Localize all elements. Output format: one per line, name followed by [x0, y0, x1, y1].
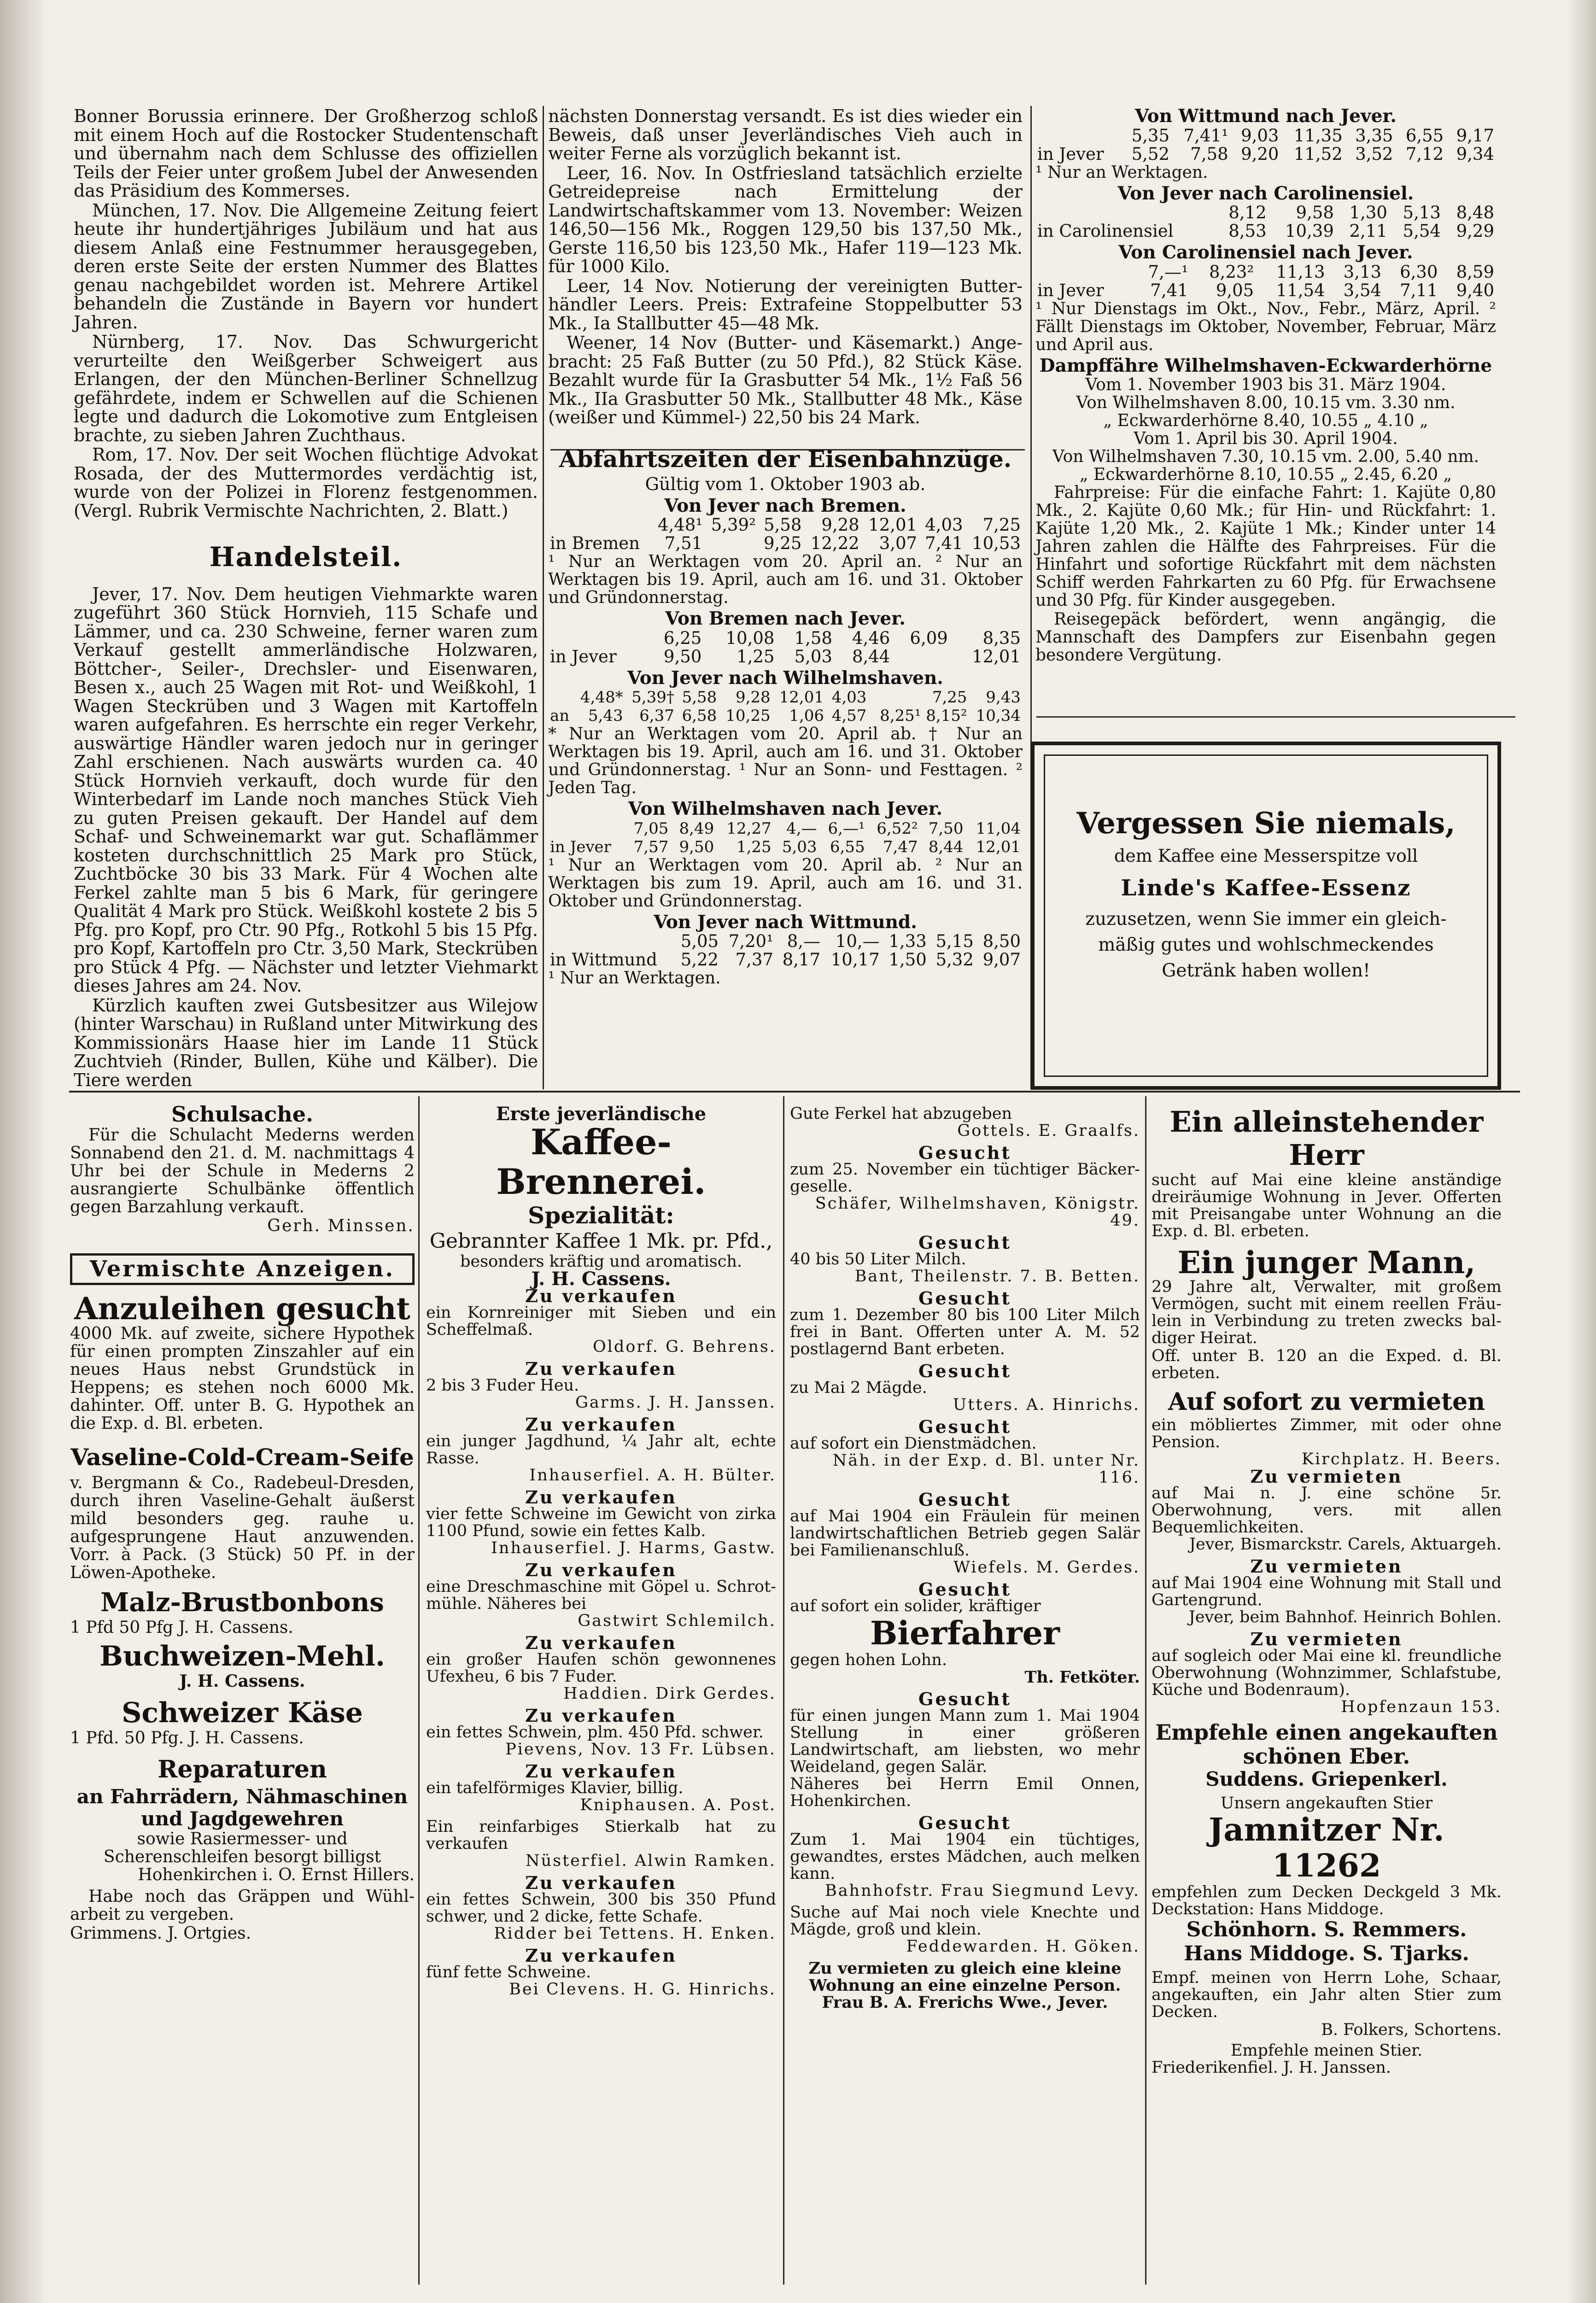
route-heading: Von Wilhelmshaven nach Jever.: [628, 798, 943, 819]
ad-title: Vaseline-Cold-Cream-Seife: [70, 1444, 414, 1471]
route-heading: Von Bremen nach Jever.: [665, 608, 906, 629]
ads-column-rule: [1145, 1096, 1146, 2285]
timetable-note: ¹ Nur an Werktagen.: [548, 969, 721, 988]
ferry-fares: Fahrpreise: Für die einfache Fahrt: 1. Kajüte 0,80 Mk., 2. Kajüte 0,60 Mk.; für Hin- und Rückfahrt: 1. Kajüte 1,20 Mk., 2. Kajüte 1 Mk.; Kinder unter 14 Jahren zahlen die Hälfte des Fahrpreises. Für die Hinfahrt und sofortige Rückfahrt mit dem nächsten Schiff werden Fahrkarten zu 60 Pfg. für Erwachsene und 30 Pfg. für Kinder ausgegeben.: [1035, 483, 1496, 610]
news-paragraph: Nürnberg, 17. Nov. Das Schwurgericht verurteilte den Weißgerber Schweigert aus Erlangen, der den München-Berliner Schnellzug gefährdete, indem er Schwellen auf die Schienen legte und dadurch die Lokomotive zum Entgleisen brachte, zu sieben Jahren Zuchthaus.: [74, 332, 538, 445]
news-paragraph: nächsten Donnerstag versandt. Es ist dies wieder ein Beweis, daß unser Jeverländisches Vieh auch in weiter Ferne als vorzüglich bekannt ist.: [548, 106, 1023, 164]
ad-signature: B. Folkers, Schortens.: [1321, 2021, 1502, 2039]
classified-ad: Zu vermieten zu gleich eine kleine Wohnung an eine einzelne Person. Frau B. A. Frerichs Wwe., Jever.: [808, 1959, 1122, 2012]
timetable: [548, 516, 1023, 553]
ferry-line: Vom 1. April bis 30. April 1904.: [1134, 429, 1398, 448]
ad-text: ein möbliertes Zimmer, mit oder ohne Pension.: [1152, 1416, 1502, 1451]
timetable: [548, 819, 1023, 856]
timetable: [548, 629, 1023, 666]
ad-title: Ein alleinstehender Herr: [1169, 1105, 1484, 1172]
ad-title: Buchweizen-Mehl.: [99, 1640, 385, 1672]
news-paragraph: Rom, 17. Nov. Der seit Wochen flüchtige Advokat Rosada, der des Muttermordes verdächtig ist, wurde von der Polizei in Florenz festgenommen. (Vergl. Rubrik Vermischte Nachrichten, 2. Blatt.): [74, 444, 538, 521]
ad-text: besonders kräftig und aromatisch.: [460, 1252, 742, 1271]
news-paragraph: Leer, 14 Nov. Notierung der vereinigten Butterhändler Leers. Preis: Extrafeine Stoppelbutter 53 Mk., Ia Stallbutter 45—48 Mk.: [548, 275, 1023, 333]
timetable-row: in Jever 7,57 9,50 1,25 5,03 6,55 7,47 8,44 12,01: [550, 837, 1021, 856]
page-binding-shadow: [0, 0, 44, 2303]
route-heading: Von Carolinensiel nach Jever.: [1118, 242, 1413, 263]
timetable-row: 6,25 10,08 1,58 4,46 6,09 8,35: [663, 628, 1021, 648]
timetable: [548, 932, 1023, 969]
classified-ad: Zu verkaufen ein fettes Schwein, plm. 450 Pfd. schwer. Pievens, Nov. 13 Fr. Lübsen.: [426, 1705, 776, 1759]
ad-text: an Fahrrädern, Nähmaschinen und Jagdgewehren: [76, 1785, 408, 1830]
ad-signature: Friederikenfiel. J. H. Janssen.: [1152, 2058, 1391, 2077]
classified-ad: Gesucht Zum 1. Mai 1904 ein tüchtiges, gewandtes, erstes Mädchen, auch melken kann. Bahnhofstr. Frau Siegmund Levy.: [790, 1812, 1140, 1900]
ad-signature: J. H. Cassens.: [179, 1672, 305, 1691]
ad-kicker: Erste jeverländische: [496, 1103, 707, 1125]
ad-product: Linde's Kaffee-Essenz: [1121, 875, 1411, 901]
news-paragraph: Leer, 16. Nov. In Ostfriesland tatsächlich erzielte Getreidepreise nach Ermittelung der Landwirtschaftskammer vom 13. November: Weizen 146,50—156 Mk., Roggen 129,50 bis 137,50 Mk., Gerste 116,50 bis 123,50 Mk., Hafer 119—123 Mk. für 1000 Kilo.: [548, 163, 1023, 276]
route-heading: Von Jever nach Wilhelmshaven.: [627, 667, 943, 689]
classified-ad: Zu verkaufen fünf fette Schweine. Bei Clevens. H. G. Hinrichs.: [426, 1945, 776, 1999]
ad-subtitle: Spezialität:: [528, 1202, 674, 1229]
route-heading: Von Jever nach Carolinensiel.: [1117, 182, 1414, 204]
timetable-row: in Jever 7,41 9,05 11,54 3,54 7,11 9,40: [1037, 280, 1494, 300]
ad-title: Empfehle einen angekauften schönen Eber.: [1155, 1720, 1498, 1769]
ads-column-4: [1152, 1105, 1502, 2076]
classified-ad: Zu vermieten auf Mai 1904 eine Wohnung mit Stall und Gartengrund. Jever, beim Bahnhof. Heinrich Bohlen.: [1152, 1556, 1502, 1626]
column-rule: [543, 106, 544, 1089]
classified-ad: Zu verkaufen ein fettes Schwein, 300 bis 350 Pfund schwer, und 2 dicke, fette Schafe. Ridder bei Tettens. H. Enken.: [426, 1872, 776, 1943]
ads-column-2: [426, 1105, 776, 2003]
classified-ad: Ein reinfarbiges Stierkalb hat zu verkaufen Nüsterfiel. Alwin Ramken.: [426, 1818, 776, 1870]
ad-title: Auf sofort zu vermieten: [1168, 1388, 1485, 1416]
ad-text: Empfehle meinen Stier.: [1230, 2041, 1423, 2060]
classified-ad: Zu verkaufen vier fette Schweine im Gewicht von zirka 1100 Pfund, sowie ein fettes Kalb. Inhauserfiel. J. Harms, Gastw.: [426, 1487, 776, 1557]
ad-title: Schulsache.: [171, 1102, 314, 1127]
news-column-2: [548, 107, 1023, 987]
ad-text: zuzusetzen, wenn Sie immer ein gleichmäßig gutes und wohlschmeckendes Getränk haben wollen!: [1085, 909, 1447, 981]
ad-text: sucht auf Mai eine kleine anständige dreiräumige Wohnung in Jever. Offerten mit Preisangabe unter Wohnung an die Exp. d. Bl. erbeten.: [1152, 1171, 1502, 1240]
ad-text: Für die Schulacht Mederns werden Sonnabend den 21. d. M. nachmittags 4 Uhr bei der Schule in Mederns 2 ausrangierte Schulbänke öffentlich gegen Barzahlung verkauft.: [70, 1126, 415, 1216]
timetable-row: 7,—¹ 8,23² 11,13 3,13 6,30 8,59: [1148, 262, 1494, 282]
route-heading: Von Jever nach Bremen.: [664, 495, 906, 516]
route-heading: Von Jever nach Wittmund.: [654, 911, 917, 933]
ferry-line: „ Eckwarderhörne 8.40, 10.55 „ 4.10 „: [1103, 411, 1428, 430]
classified-ad: Zu vermieten auf Mai n. J. eine schöne 5r. Oberwohnung, vers. mit allen Bequemlichkeiten. Jever, Bismarckstr. Carels, Aktuargeh.: [1152, 1466, 1502, 1554]
ad-title: Reparaturen: [158, 1755, 327, 1783]
ad-text: Habe noch das Gräppen und Wühlarbeit zu vergeben.: [70, 1887, 415, 1924]
timetable: [1035, 127, 1496, 164]
timetable-row: 7,05 8,49 12,27 4,— 6,—¹ 6,52² 7,50 11,04: [633, 819, 1021, 838]
classified-ad: Gesucht auf sofort ein Dienstmädchen. Näh. in der Exp. d. Bl. unter Nr. 116.: [790, 1416, 1140, 1487]
timetable-row: in Jever 9,50 1,25 5,03 8,44 12,01: [550, 646, 1021, 666]
ads-column-rule: [783, 1096, 784, 2285]
timetable-note: ¹ Nur Dienstags im Okt., Nov., Febr., März, April. ² Fällt Dienstags im Oktober, November, Februar, März und April aus.: [1035, 299, 1496, 354]
timetable: [548, 688, 1023, 725]
ad-title: Malz-Brustbonbons: [100, 1587, 384, 1618]
classified-ad: Gesucht zu Mai 2 Mägde. Utters. A. Hinrichs.: [790, 1361, 1140, 1414]
timetable-row: 5,35 7,41¹ 9,03 11,35 3,35 6,55 9,17: [1131, 125, 1494, 146]
news-paragraph: Weener, 14 Nov (Butter- und Käsemarkt.) Angebracht: 25 Faß Butter (zu 50 Pfd.), 82 Stück Käse. Bezahlt wurde für Ia Grasbutter 54 Mk., 1½ Faß 56 Mk., IIa Grasbutter 50 Mk., Stallbutter 48 Mk., Käse (weißer und Kümmel-) 22,50 bis 24 Mark.: [548, 333, 1023, 427]
timetable-row: 4,48¹ 5,39² 5,58 9,28 12,01 4,03 7,25: [657, 515, 1021, 535]
timetable-row: in Wittmund 5,22 7,37 8,17 10,17 1,50 5,32 9,07: [550, 950, 1021, 970]
timetable-note: ¹ Nur an Werktagen.: [1035, 163, 1208, 182]
ad-text: sowie Rasiermesser- und Scherenschleifen besorgt billigst: [103, 1830, 381, 1866]
ad-text: 1 Pfd. 50 Pfg. J. H. Cassens.: [70, 1729, 304, 1748]
timetable-row: 8,12 9,58 1,30 5,13 8,48: [1228, 203, 1494, 222]
classified-ad: Gesucht auf sofort ein solider, kräftiger Bierfahrer gegen hohen Lohn. Th. Fetköter.: [790, 1579, 1140, 1687]
ad-signature: Grimmens. J. Ortgies.: [70, 1924, 251, 1943]
ad-title: Ein junger Mann,: [1177, 1245, 1476, 1280]
timetable: [1035, 263, 1496, 300]
ferry-line: Von Wilhelmshaven 7.30, 10.15 vm. 2.00, 5.40 nm.: [1052, 447, 1479, 466]
timetable-row: in Bremen 7,51 9,25 12,22 3,07 7,41 10,53: [550, 533, 1021, 553]
classified-ad: Zu verkaufen ein Kornreiniger mit Sieben und ein Scheffelmaß. Oldorf. G. Behrens.: [426, 1286, 776, 1356]
ad-signature: Suddens. Griepenkerl.: [1205, 1768, 1448, 1790]
timetable-row: 5,05 7,20¹ 8,— 10,— 1,33 5,15 8,50: [680, 931, 1021, 951]
page-edge-shadow: [1568, 0, 1596, 2303]
route-heading: Von Wittmund nach Jever.: [1135, 105, 1397, 127]
timetable: [1035, 204, 1496, 240]
section-rule: [1036, 716, 1515, 718]
timetable-validity: Gültig vom 1. Oktober 1903 ab.: [645, 474, 926, 494]
ad-text: empfehlen zum Decken Deckgeld 3 Mk. Deckstation: Hans Middoge.: [1152, 1883, 1502, 1918]
ads-divider: [69, 1091, 1520, 1093]
news-paragraph: Jever, 17. Nov. Dem heutigen Viehmarkte waren zugeführt 360 Stück Hornvieh, 115 Schafe und Lämmer, und ca. 230 Schweine, ferner waren zum Verkauf gestellt ammerländische Holzwaren, Böttcher-, Seiler-, Drechsler- und Eisenwaren, Besen x., auch 25 Wagen mit Rot- und Weißkohl, 1 Wagen Steckrüben und 3 Wagen mit Kartoffeln waren aufgefahren. Es herrschte ein reger Verkehr, auswärtige Händler waren jedoch nur in geringer Zahl erschienen. Nach auswärts wurden ca. 40 Stück Hornvieh verkauft, doch wurde für den Winterbedarf im Lande noch manches Stück Vieh zu guten Preisen gekauft. Der Handel auf dem Schaf- und Schweinemarkt war gut. Schaflämmer kosteten durchschnittlich 25 Mark pro Stück, Zuchtböcke 30 bis 33 Mark. Für 4 Wochen alte Ferkel zahlte man 5 bis 6 Mark, für geringere Qualität 4 Mark pro Stück. Weißkohl kostete 2 bis 5 Pfg. pro Kopf, pro Ctr. 90 Pfg., Rotkohl 5 bis 15 Pfg. pro Kopf, Kartoffeln pro Ctr. 3,50 Mark, Steckrüben pro Stück 4 Pfg. — Nächster und letzter Viehmarkt dieses Jahres am 24. Nov.: [74, 584, 538, 996]
ad-text: 1 Pfd 50 Pfg J. H. Cassens.: [70, 1618, 293, 1637]
section-title: Handelsteil.: [209, 541, 403, 573]
timetable-row: 4,48* 5,39† 5,58 9,28 12,01 4,03 7,25 9,43: [580, 688, 1021, 707]
classified-ad: Gesucht zum 25. November ein tüchtiger Bäckergeselle. Schäfer, Wilhelmshaven, Königstr. 49.: [790, 1142, 1140, 1230]
ferry-line: „ Eckwarderhörne 8.10, 10.55 „ 2.45, 6.20 „: [1079, 465, 1452, 484]
ad-title: Schweizer Käse: [122, 1697, 363, 1729]
ad-text: Off. unter B. 120 an die Exped. d. Bl. erbeten.: [1152, 1347, 1502, 1382]
ad-signature: Schönhorn. S. Remmers.: [1186, 1918, 1467, 1941]
timetable-row: in Jever 5,52 7,58 9,20 11,52 3,52 7,12 9,34: [1037, 144, 1494, 164]
news-paragraph: Bonner Borussia erinnere. Der Großherzog schloß mit einem Hoch auf die Rostocker Studentenschaft und übernahm nach dem Schlusse des offiziellen Teils der Feier unter großem Jubel der Anwesenden das Präsidium des Kommerses.: [74, 106, 538, 201]
ad-text: dem Kaffee eine Messerspitze voll: [1114, 846, 1418, 866]
classified-ad: Gesucht für einen jungen Mann zum 1. Mai 1904 Stellung in einer größeren Landwirtschaft, am liebsten, wo mehr Weideland, gegen Salär. Näheres bei Herrn Emil Onnen, Hohenkirchen.: [790, 1689, 1140, 1810]
timetable-note: ¹ Nur an Werktagen vom 20. April an. ² Nur an Werktagen bis 19. April, auch am 16. und 31. Oktober und Gründonnerstag.: [548, 552, 1023, 607]
ad-headline: Vergessen Sie niemals,: [1076, 806, 1456, 841]
timetable-note: * Nur an Werktagen vom 20. April ab. † Nur an Werktagen bis 19. April, auch am 16. und 31. Oktober und Gründonnerstag. ¹ Nur an Sonn- und Festtagen. ² Jeden Tag.: [548, 725, 1023, 797]
classified-ad: Gesucht zum 1. Dezember 80 bis 100 Liter Milch frei in Bant. Offerten unter A. M. 52 postlagernd Bant erbeten.: [790, 1288, 1140, 1358]
ad-text: Gebrannter Kaffee 1 Mk. pr. Pfd.,: [429, 1229, 773, 1253]
ferry-line: Von Wilhelmshaven 8.00, 10.15 vm. 3.30 nm.: [1076, 393, 1456, 412]
classified-ad: Zu verkaufen ein tafelförmiges Klavier, billig. Kniphausen. A. Post.: [426, 1761, 776, 1814]
ad-text: Empf. meinen von Herrn Lohe, Schaar, angekauften, ein Jahr alten Stier zum Decken.: [1152, 1969, 1502, 2021]
ad-text: v. Bergmann & Co., Radebeul-Dresden, durch ihren Vaseline-Gehalt äußerst mild besonders geg. rauhe u. aufgesprungene Haut anzuwenden. Vorr. à Pack. (3 Stück) 50 Pf. in der Löwen-Apotheke.: [70, 1473, 415, 1582]
ad-title: Anzuleihen gesucht: [74, 1291, 410, 1327]
ad-signature: Hans Middoge. S. Tjarks.: [1184, 1942, 1469, 1965]
timetable-title: Abfahrtszeiten der Eisenbahnzüge.: [559, 445, 1012, 473]
kaffee-essenz-ad: [1031, 742, 1501, 1090]
classified-ad: Gesucht auf Mai 1904 ein Fräulein für meinen landwirtschaftlichen Betrieb gegen Salär bei Familienanschluß. Wiefels. M. Gerdes.: [790, 1489, 1140, 1577]
news-paragraph: München, 17. Nov. Die Allgemeine Zeitung feiert heute ihr hundertjähriges Jubiläum und hat aus diesem Anlaß eine Festnummer herausgegeben, deren erste Seite der ersten Nummer des Blattes genau nachgebildet worden ist. Mehrere Artikel behandeln die Zustände in Bayern vor hundert Jahren.: [74, 200, 538, 333]
ads-column-3: [790, 1105, 1140, 2016]
ad-text: 4000 Mk. auf zweite, sichere Hypothek für einen prompten Zinszahler auf ein neues Haus nebst Grundstück in Heppens; es stehen noch 6000 Mk. dahinter. Off. unter B. G. Hypothek an die Exp. d. Bl. erbeten.: [70, 1324, 415, 1433]
ferry-line: Vom 1. November 1903 bis 31. März 1904.: [1085, 375, 1446, 394]
classified-ad: Zu vermieten auf sogleich oder Mai eine kl. freundliche Oberwohnung (Wohnzimmer, Schlafstube, Küche und Bodenraum). Hopfenzaun 153.: [1152, 1629, 1502, 1716]
classified-ad: Suche auf Mai noch viele Knechte und Mägde, groß und klein. Feddewarden. H. Göken.: [790, 1903, 1140, 1956]
ads-column-rule: [418, 1096, 420, 2285]
news-column-3: [1035, 107, 1496, 665]
ferry-luggage: Reisegepäck befördert, wenn angängig, die Mannschaft des Dampfers zur Eisenbahn gegen besondere Vergütung.: [1035, 610, 1496, 665]
classified-ad: Gute Ferkel hat abzugeben Gottels. E. Graalfs.: [790, 1105, 1140, 1140]
classified-ad: Zu verkaufen ein großer Haufen schön gewonnenes Ufexheu, 6 bis 7 Fuder. Haddien. Dirk Gerdes.: [426, 1632, 776, 1703]
timetable-row: in Carolinensiel 8,53 10,39 2,11 5,54 9,29: [1037, 221, 1494, 241]
ad-signature: Gerh. Minssen.: [267, 1216, 415, 1235]
ads-column-1: [70, 1102, 415, 1943]
classified-ad: Zu verkaufen 2 bis 3 Fuder Heu. Garms. J. H. Janssen.: [426, 1358, 776, 1412]
timetable-note: ¹ Nur an Werktagen vom 20. April ab. ² Nur an Werktagen bis zum 19. April, auch am 16. und 31. Oktober und Gründonnerstag.: [548, 855, 1023, 911]
classified-ad: Zu verkaufen eine Dreschmaschine mit Göpel u. Schrotmühle. Näheres bei Gastwirt Schlemilch.: [426, 1560, 776, 1630]
ad-text: Unsern angekauften Stier: [1220, 1794, 1433, 1812]
ad-title: Jamnitzer Nr. 11262: [1209, 1812, 1444, 1884]
ad-signature: Kirchplatz. H. Beers.: [1301, 1450, 1502, 1468]
news-paragraph: Kürzlich kauften zwei Gutsbesitzer aus Wilejow (hinter Warschau) in Rußland unter Mitwirkung des Kommissionärs Haase hier im Lande 11 Stück Zuchtvieh (Rinder, Bullen, Kühe und Kälber). Die Tiere werden: [74, 995, 538, 1090]
timetable-row: an 5,43 6,37 6,58 10,25 1,06 4,57 8,25¹ 8,15² 10,34: [550, 707, 1021, 725]
section-frame: Vermischte Anzeigen.: [70, 1253, 415, 1285]
classified-ad: Gesucht 40 bis 50 Liter Milch. Bant, Theilenstr. 7. B. Betten.: [790, 1232, 1140, 1286]
ad-text: 29 Jahre alt, Verwalter, mit großem Vermögen, sucht mit einem reellen Fräulein in Verbindung zu treten zwecks baldiger Heirat.: [1152, 1278, 1502, 1347]
ad-signature: Hohenkirchen i. O. Ernst Hillers.: [138, 1865, 415, 1884]
news-column-1: [74, 107, 538, 1090]
ferry-heading: Dampffähre Wilhelmshaven-Eckwarderhörne: [1039, 355, 1492, 376]
classified-ad: Zu verkaufen ein junger Jagdhund, ¼ Jahr alt, echte Rasse. Inhauserfiel. A. H. Bülter.: [426, 1414, 776, 1485]
ad-signature: J. H. Cassens.: [531, 1268, 671, 1290]
ad-title: Kaffee-Brennerei.: [496, 1122, 706, 1202]
